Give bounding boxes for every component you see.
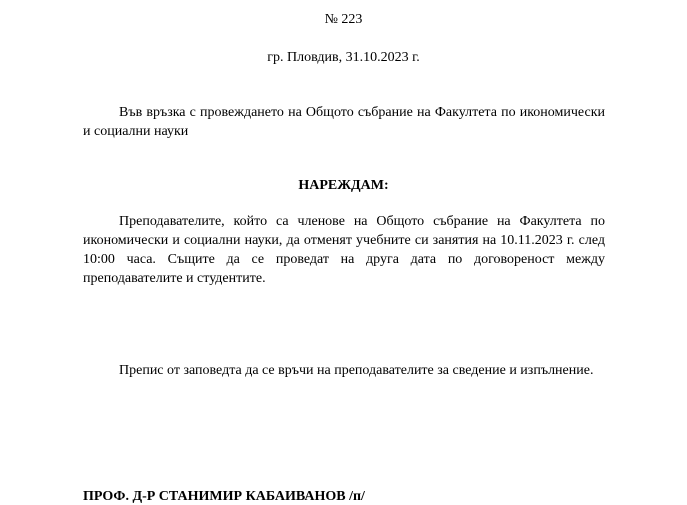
intro-paragraph: Във връзка с провеждането на Общото събрание на Факултета по икономически и социални науки — [83, 105, 605, 139]
copy-paragraph: Препис от заповедта да се връчи на преподавателите за сведение и изпълнение. — [119, 363, 594, 378]
order-number: № 223 — [324, 12, 363, 27]
signature-line: ПРОФ. Д-Р СТАНИМИР КАБАИВАНОВ /п/ — [83, 489, 365, 504]
order-paragraph: Преподавателите, който са членове на Общото събрание на Факултета по икономически и социални науки, да отменят учебните си занятия на 10.11.2023 г. след 10:00 часа. Същите да се проведат на друга дата по договореност между преподавателите и студентите. — [83, 214, 605, 286]
place-and-date: гр. Пловдив, 31.10.2023 г. — [267, 50, 420, 65]
decree-heading: НАРЕЖДАМ: — [298, 178, 389, 193]
